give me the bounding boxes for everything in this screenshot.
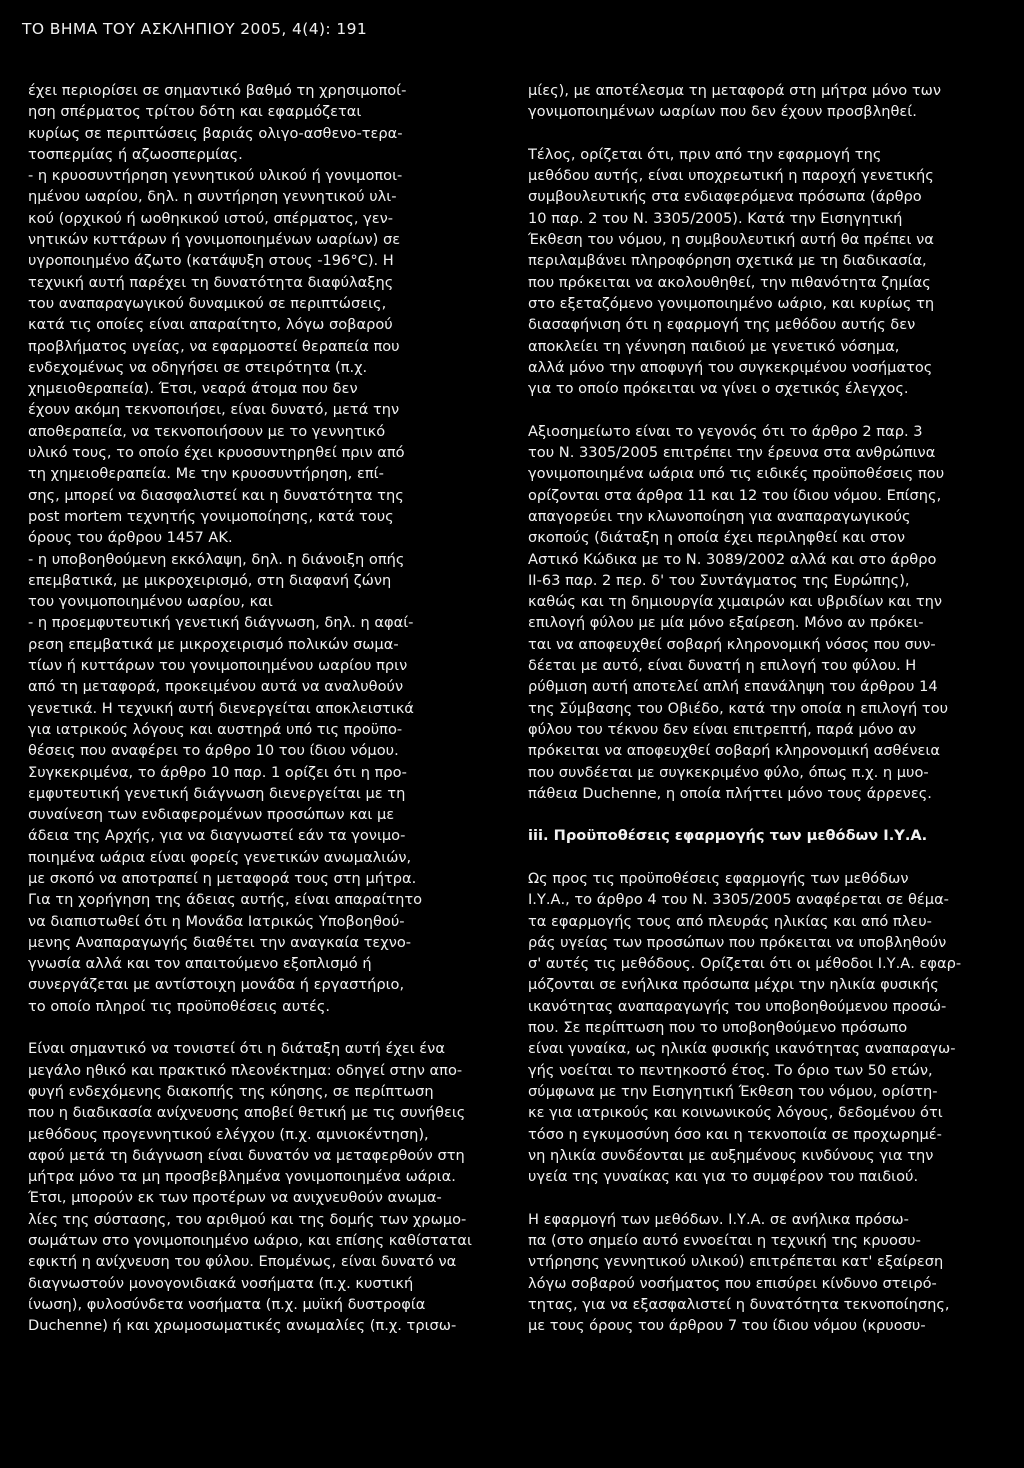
text-line: πρόκειται να αποφευχθεί σοβαρή κληρονομική ασθένεια xyxy=(528,742,940,760)
text-line: προβλήματος υγείας, να εφαρμοστεί θεραπεία που xyxy=(28,337,400,355)
text-line: ενδεχομένως να οδηγήσει σε στειρότητα (π.χ. xyxy=(28,358,368,376)
text-line: πα (στο σημείο αυτό εννοείται η τεχνική της κρυοσυ- xyxy=(528,1232,921,1250)
paragraph-gap xyxy=(528,804,998,825)
right-column xyxy=(528,80,998,1337)
text-line: της Σύμβασης του Οβιέδο, κατά την οποία η επιλογή του xyxy=(528,699,949,717)
text-line: χημειοθεραπεία). Έτσι, νεαρά άτομα που δεν xyxy=(28,380,358,398)
text-line: Έτσι, μπορούν εκ των προτέρων να ανιχνευθούν ανωμα- xyxy=(28,1189,442,1207)
text-line: μεθόδου αυτής, είναι υποχρεωτική η παροχή γενετικής xyxy=(528,167,934,185)
text-line: αλλά μόνο την αποφυγή του συγκεκριμένου νοσήματος xyxy=(528,358,933,376)
text-line: με σκοπό να αποτραπεί η μεταφορά τους στη μήτρα. xyxy=(28,869,417,887)
issue-citation: 2005, 4(4): 191 xyxy=(240,20,368,38)
text-line: ικανότητας αναπαραγωγής του υποβοηθούμενου προσώ- xyxy=(528,997,947,1015)
text-line: ράς υγείας των προσώπων που πρόκειται να υποβληθούν xyxy=(528,933,947,951)
text-line: ρεση επεμβατικά με μικροχειρισμό πολικών σωμα- xyxy=(28,635,399,653)
text-line: Duchenne) ή και χρωμοσωματικές ανωμαλίες (π.χ. τρισω- xyxy=(28,1317,457,1335)
paragraph-gap xyxy=(528,847,998,868)
section-heading: iii. Προϋποθέσεις εφαρμογής των μεθόδων Ι.Υ.Α. xyxy=(528,827,928,845)
text-line: σης, μπορεί να διασφαλιστεί και η δυνατότητα της xyxy=(28,486,404,504)
text-line: σκοπούς (διάταξη η οποία έχει περιληφθεί και στον xyxy=(528,529,905,547)
text-line: γονιμοποιημένα ωάρια υπό τις ειδικές προϋποθέσεις που xyxy=(528,465,945,483)
text-line: έχουν ακόμη τεκνοποιήσει, είναι δυνατό, μετά την xyxy=(28,401,400,419)
text-line: ται να αποφευχθεί σοβαρή κληρονομική νόσος που συν- xyxy=(528,635,936,653)
text-line: τη χημειοθεραπεία. Με την κρυοσυντήρηση, επί- xyxy=(28,465,384,483)
text-line: Είναι σημαντικό να τονιστεί ότι η διάταξη αυτή έχει ένα xyxy=(28,1040,445,1058)
text-line: που πρόκειται να ακολουθηθεί, την πιθανότητα ζημίας xyxy=(528,273,931,291)
text-line: ηση σπέρματος τρίτου δότη και εφαρμόζεται xyxy=(28,103,362,121)
text-line: σωμάτων στο γονιμοποιημένο ωάριο, και επίσης καθίσταται xyxy=(28,1232,472,1250)
journal-title: ΤΟ ΒΗΜΑ ΤΟΥ ΑΣΚΛΗΠΙΟΥ xyxy=(22,20,235,38)
text-line: συναίνεση των ενδιαφερομένων προσώπων και με xyxy=(28,806,395,824)
text-line: post mortem τεχνητής γονιμοποίησης, κατά τους xyxy=(28,507,394,525)
text-line: συνεργάζεται με αντίστοιχη μονάδα ή εργαστήριο, xyxy=(28,976,405,994)
paragraph-gap xyxy=(528,123,998,144)
text-line: που συνδέεται με συγκεκριμένο φύλο, όπως π.χ. η μυο- xyxy=(528,763,929,781)
text-line: τοσπερμίας ή αζωοσπερμίας. xyxy=(28,145,243,163)
paragraph-gap xyxy=(528,399,998,420)
text-line: - η προεμφυτευτική γενετική διάγνωση, δηλ. η αφαί- xyxy=(28,614,414,632)
text-line: Αξιοσημείωτο είναι το γεγονός ότι το άρθρο 2 παρ. 3 xyxy=(528,422,923,440)
text-line: Ι.Υ.Α., το άρθρο 4 του Ν. 3305/2005 αναφέρεται σε θέμα- xyxy=(528,891,949,909)
text-line: ημένου ωαρίου, δηλ. η συντήρηση γεννητικού υλι- xyxy=(28,188,397,206)
text-line: γής νοείται το πεντηκοστό έτος. Το όριο των 50 ετών, xyxy=(528,1061,933,1079)
text-line: νη ηλικία συνδέονται με αυξημένους κινδύνους για την xyxy=(528,1146,934,1164)
text-line: σ' αυτές τις μεθόδους. Ορίζεται ότι οι μέθοδοι Ι.Υ.Α. εφαρ- xyxy=(528,955,962,973)
text-line: ντήρησης γεννητικού υλικού) επιτρέπεται κατ' εξαίρεση xyxy=(528,1253,944,1271)
text-line: επιλογή φύλου με μία μόνο εξαίρεση. Μόνο αν πρόκει- xyxy=(528,614,924,632)
text-line: Έκθεση του νόμου, η συμβουλευτική αυτή θα πρέπει να xyxy=(528,231,934,249)
text-line: μεγάλο ηθικό και πρακτικό πλεονέκτημα: οδηγεί στην απο- xyxy=(28,1061,463,1079)
left-column xyxy=(28,80,496,1337)
text-line: έχει περιορίσει σε σημαντικό βαθμό τη χρησιμοποί- xyxy=(28,82,407,99)
text-line: φυγή ενδεχόμενης διακοπής της κύησης, σε περίπτωση xyxy=(28,1082,434,1100)
text-line: κυρίως σε περιπτώσεις βαριάς ολιγο-ασθενο-τερα- xyxy=(28,124,403,142)
text-line: υλικό τους, το οποίο έχει κρυοσυντηρηθεί πριν από xyxy=(28,444,405,462)
text-line: 10 παρ. 2 του Ν. 3305/2005). Κατά την Εισηγητική xyxy=(528,209,903,227)
text-line: γονιμοποιημένων ωαρίων που δεν έχουν προσβληθεί. xyxy=(528,103,917,121)
text-line: γνωσία αλλά και τον απαιτούμενο εξοπλισμό ή xyxy=(28,955,372,973)
paragraph-gap xyxy=(28,1017,496,1038)
text-line: στο εξεταζόμενο γονιμοποιημένο ωάριο, και κυρίως τη xyxy=(528,294,935,312)
text-line: Η εφαρμογή των μεθόδων. Ι.Υ.Α. σε ανήλικα πρόσω- xyxy=(528,1210,909,1228)
text-line: τόσο η εγκυμοσύνη όσο και η τεκνοποιία σε προχωρημέ- xyxy=(528,1125,942,1143)
text-line: ίνωση), φυλοσύνδετα νοσήματα (π.χ. μυϊκή δυστροφία xyxy=(28,1295,426,1313)
text-line: καθώς και τη δημιουργία χιμαιρών και υβριδίων και την xyxy=(528,593,943,611)
text-line: αποκλείει τη γέννηση παιδιού με γενετικό νόσημα, xyxy=(528,337,900,355)
text-line: γενετικά. Η τεχνική αυτή διενεργείται αποκλειστικά xyxy=(28,699,414,717)
text-line: μήτρα μόνο τα μη προσβεβλημένα γονιμοποιημένα ωάρια. xyxy=(28,1168,456,1186)
text-line: σύμφωνα με την Εισηγητική Έκθεση του νόμου, ορίστη- xyxy=(528,1082,938,1100)
text-line: απαγορεύει την κλωνοποίηση για αναπαραγωγικούς xyxy=(528,507,911,525)
text-line: Ως προς τις προϋποθέσεις εφαρμογής των μεθόδων xyxy=(528,869,909,887)
text-line: τεχνική αυτή παρέχει τη δυνατότητα διαφύλαξης xyxy=(28,273,394,291)
text-line: δέεται με αυτό, είναι δυνατή η επιλογή του φύλου. Η xyxy=(528,657,917,675)
text-line: Συγκεκριμένα, το άρθρο 10 παρ. 1 ορίζει ότι η προ- xyxy=(28,763,407,781)
text-line: Για τη χορήγηση της άδειας αυτής, είναι απαραίτητο xyxy=(28,891,423,909)
text-line: λόγω σοβαρού νοσήματος που επισύρει κίνδυνο στειρό- xyxy=(528,1274,937,1292)
text-line: κε για ιατρικούς και κοινωνικούς λόγους, δεδομένου ότι xyxy=(528,1104,943,1122)
text-line: φύλου του τέκνου δεν είναι επιτρεπτή, παρά μόνο αν xyxy=(528,720,917,738)
text-line: είναι γυναίκα, ως ηλικία φυσικής ικανότητας αναπαραγω- xyxy=(528,1040,956,1058)
text-line: λίες της σύστασης, του αριθμού και της δομής των χρωμο- xyxy=(28,1210,467,1228)
text-line: του γονιμοποιημένου ωαρίου, και xyxy=(28,593,273,611)
text-line: επεμβατικά, με μικροχειρισμό, στη διαφανή ζώνη xyxy=(28,571,392,589)
text-line: υγεία της γυναίκας και για το συμφέρον του παιδιού. xyxy=(528,1168,919,1186)
text-line: αποθεραπεία, να τεκνοποιήσουν με το γεννητικό xyxy=(28,422,386,440)
text-line: τητας, για να εξασφαλιστεί η δυνατότητα τεκνοποίησης, xyxy=(528,1295,950,1313)
text-line: συμβουλευτικής στα ενδιαφερόμενα πρόσωπα (άρθρο xyxy=(528,188,922,206)
text-line: υγροποιημένο άζωτο (κατάψυξη στους -196°C). Η xyxy=(28,252,394,270)
text-line: μεθόδους προγεννητικού ελέγχου (π.χ. αμνιοκέντηση), xyxy=(28,1125,429,1143)
text-line: περιλαμβάνει πληροφόρηση σχετικά με τη διαδικασία, xyxy=(528,252,927,270)
text-line: με τους όρους του άρθρου 7 του ίδιου νόμου (κρυοσυ- xyxy=(528,1317,926,1335)
text-line: μίες), με αποτέλεσμα τη μεταφορά στη μήτρα μόνο των xyxy=(528,82,941,99)
text-line: - η κρυοσυντήρηση γεννητικού υλικού ή γονιμοποι- xyxy=(28,167,403,185)
text-line: πάθεια Duchenne, η οποία πλήττει μόνο τους άρρενες. xyxy=(528,784,932,802)
text-line: που. Σε περίπτωση που το υποβοηθούμενο πρόσωπο xyxy=(528,1019,908,1037)
text-line: τα εφαρμογής τους από πλευράς ηλικίας και από πλευ- xyxy=(528,912,932,930)
paragraph-gap xyxy=(528,1187,998,1208)
text-line: του αναπαραγωγικού δυναμικού σε περιπτώσεις, xyxy=(28,294,387,312)
text-line: νητικών κυττάρων ή γονιμοποιημένων ωαρίων) σε xyxy=(28,231,401,249)
text-line: από τη μεταφορά, προκειμένου αυτά να αναλυθούν xyxy=(28,678,404,696)
text-line: Αστικό Κώδικα με το Ν. 3089/2002 αλλά και στο άρθρο xyxy=(528,550,937,568)
text-line: ποιημένα ωάρια είναι φορείς γενετικών ανωμαλιών, xyxy=(28,848,412,866)
text-line: διασαφήνιση ότι η εφαρμογή της μεθόδου αυτής δεν xyxy=(528,316,916,334)
text-line: το οποίο πληροί τις προϋποθέσεις αυτές. xyxy=(28,997,331,1015)
text-line: κού (ορχικού ή ωοθηκικού ιστού, σπέρματος, γεν- xyxy=(28,209,394,227)
text-line: ρύθμιση αυτή αποτελεί απλή επανάληψη του άρθρου 14 xyxy=(528,678,938,696)
text-line: - η υποβοηθούμενη εκκόλαψη, δηλ. η διάνοιξη οπής xyxy=(28,550,405,568)
running-header xyxy=(22,20,367,38)
text-line: μόζονται σε ενήλικα πρόσωπα μέχρι την ηλικία φυσικής xyxy=(528,976,939,994)
text-line: διαγνωστούν μονογονιδιακά νοσήματα (π.χ. κυστική xyxy=(28,1274,414,1292)
text-line: τίων ή κυττάρων του γονιμοποιημένου ωαρίου πριν xyxy=(28,657,408,675)
text-line: ορίζονται στα άρθρα 11 και 12 του ίδιου νόμου. Επίσης, xyxy=(528,486,942,504)
text-line: να διαπιστωθεί ότι η Μονάδα Ιατρικώς Υποβοηθού- xyxy=(28,912,405,930)
text-line: όρους του άρθρου 1457 ΑΚ. xyxy=(28,529,233,547)
text-line: άδεια της Αρχής, για να διαγνωστεί εάν τα γονιμο- xyxy=(28,827,406,845)
text-line: του Ν. 3305/2005 επιτρέπει την έρευνα στα ανθρώπινα xyxy=(528,444,936,462)
text-line: ΙΙ-63 παρ. 2 περ. δ' του Συντάγματος της Ευρώπης), xyxy=(528,571,910,589)
text-line: για ιατρικούς λόγους και αυστηρά υπό τις προϋπο- xyxy=(28,720,403,738)
text-line: θέσεις που αναφέρει το άρθρο 10 του ίδιου νόμου. xyxy=(28,742,399,760)
text-line: μενης Αναπαραγωγής διαθέτει την αναγκαία τεχνο- xyxy=(28,933,412,951)
text-line: Τέλος, ορίζεται ότι, πριν από την εφαρμογή της xyxy=(528,145,882,163)
text-line: κατά τις οποίες είναι απαραίτητο, λόγω σοβαρού xyxy=(28,316,393,334)
text-line: για το οποίο πρόκειται να γίνει ο σχετικός έλεγχος. xyxy=(528,380,909,398)
text-line: αφού μετά τη διάγνωση είναι δυνατόν να μεταφερθούν στη xyxy=(28,1146,465,1164)
text-line: εφικτή η ανίχνευση του φύλου. Επομένως, είναι δυνατό να xyxy=(28,1253,457,1271)
text-line: εμφυτευτική γενετική διάγνωση διενεργείται με τη xyxy=(28,784,406,802)
text-line: που η διαδικασία ανίχνευσης αποβεί θετική με τις συνήθεις xyxy=(28,1104,466,1122)
